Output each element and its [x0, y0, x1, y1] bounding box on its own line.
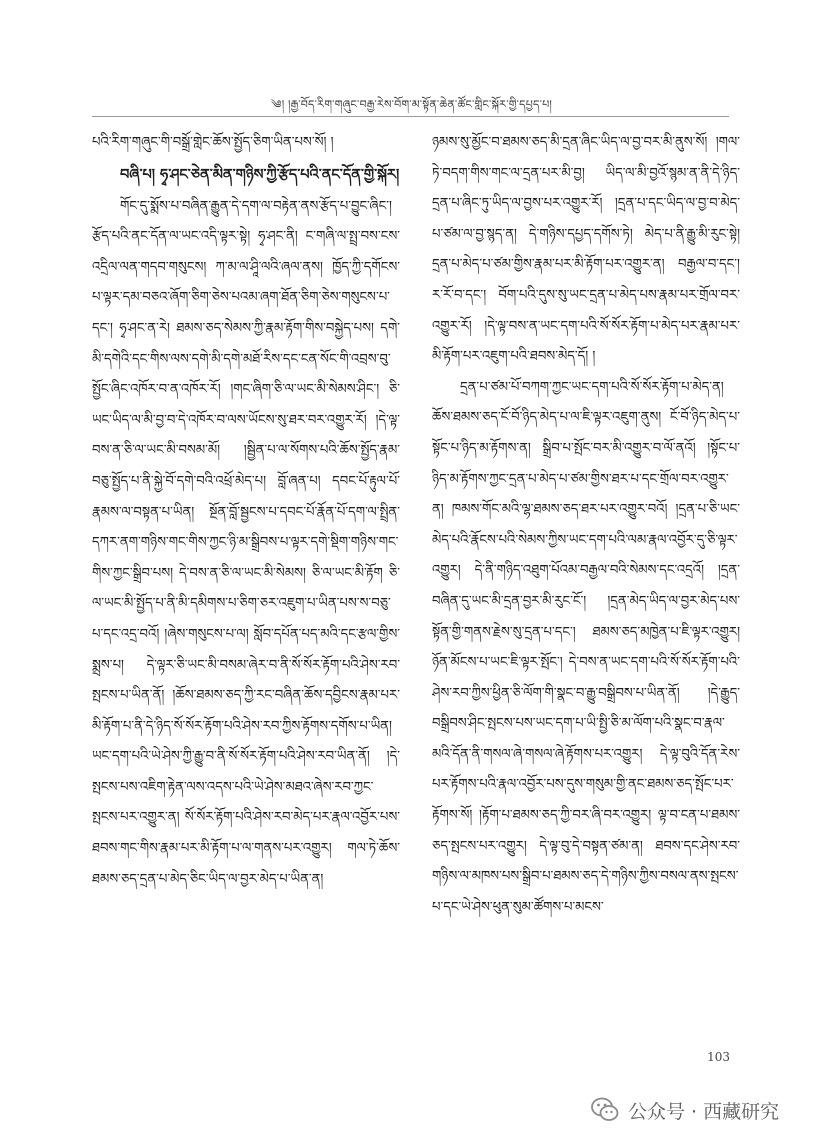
lead-line: པའི་རིག་གཞུང་གི་བསྒྲོ་གླེང་ཆོས་སྤྱོད་ཅིག་ཡིན་པས་སོ། ། — [92, 135, 334, 150]
body-paragraph-2: དྲན་པ་ཙམ་པོ་བཀག་ཀྱང་ཡང་དག་པའི་སོ་སོར་རྟོག་པ་མེད་ན། ཆོས་ཐམས་ཅད་ངོ་བོ་ཉིད་མེད་པ་ལ་ཇི་ལྟར་འཇུག་ནུས། ངོ་བོ་ཉིད་མེད་པ་སྟོང་པ་ཉིད་མ་རྟོགས་ན། སྒྲིབ་པ་སྤོང་བར་མི་འགྱུར་བ་ལོ་ནའོ། །སྟོང་པ་ཉིད་མ་རྟོགས་ཀྱང་དྲན་པ་མེད་པ་ཙམ་གྱིས་ཐར་པ་དང་གྲོལ་བར་འགྱུར་ན། ཁམས་གོང་མའི་ལྷ་ཐམས་ཅད་ཐར་པར་འགྱུར་བའོ། །དྲན་པ་ཅི་ཡང་མེད་པའི་རྣོངས་པའི་སེམས་ཀྱིས་ཡང་དག་པའི་ལམ་རྣལ་འབྱོར་དུ་ཅི་ལྟར་འགྱུར། དེ་ནི་གཉིད་འཐུག་པོའམ་བརྒྱལ་བའི་སེམས་དང་འདྲའོ། །དྲན་བཞིན་དུ་ཡང་མི་དྲན་བྱར་མི་རུང་ངོ་། །དྲན་མེད་ཡིད་ལ་བྱར་མེད་པས་སྟོན་གྱི་གནས་རྗེས་སུ་དྲན་པ་དང་། ཐམས་ཅད་མཁྱེན་པ་ཇི་ལྟར་འགྱུར། ཉོན་མོངས་པ་ཡང་ཇི་ལྟར་སྤོང་། དེ་བས་ན་ཡང་དག་པའི་སོ་སོར་རྟོག་པའི་ཤེས་རབ་ཀྱིས་ཕྱིན་ཅི་ལོག་གི་སྣང་བ་རྒྱུ་བསྒྲིབས་པ་ཡིན་ནོ། །དེ་རྒྱུད་བསྒྲིབས་ཤིང་སྤངས་པས་ཡང་དག་པ་ཡི་སྤྱི་ཅི་མ་ལོག་པའི་སྣང་བ་རྣལ་མའི་དོན་ནི་གསལ་ཞེ་གསལ་ཞེ་རྟོགས་པར་འགྱུར། དེ་ལྟ་བུའི་དོན་རེས་པར་རྟོགས་པའི་རྣལ་འབྱོར་པས་དུས་གསུམ་གྱི་ནང་ཐམས་ཅད་སྤོང་པར་རྟོགས་སོ། །རྟོག་པ་ཐམས་ཅད་ཀྱི་བར་ཞི་བར་འགྱུར། ལྟ་བ་ངན་པ་ཐམས་ཅད་སྤངས་པར་འགྱུར། དེ་ལྟ་བུ་དེ་བསྟན་ཙམ་ན། ཐབས་དང་ཤེས་རབ་གཉིས་ལ་མཁས་པས་སྒྲིབ་པ་ཐམས་ཅད་དེ་གཉིས་ཀྱིས་བསལ་ནས་སྤངས་པ་དང་ཡེ་ཤེས་ཕུན་སུམ་ཚོགས་པ་མངས་ — [432, 379, 740, 915]
body-paragraph: གོང་དུ་སྨོས་པ་བཞིན་རྒྱུན་དེ་དག་ལ་བརྟེན་ནས་རྩོད་པ་བྱུང་ཞིང་། རྩོད་པའི་ནང་དོན་ལ་ཡང་འདི་ལྟར་སྟེ། ཧྭ་ཤང་ནི། ང་གཞི་ལ་སྤྲ་བས་ངས་འདྲིལ་ལན་གདབ་གསུངས། ཀ་མ་ལ་ཤཱི་ལའི་ཞལ་ནས། ཁྱོད་ཀྱི་དགོངས་པ་ལྟར་དམ་བཅའ་ཞོག་ཅིག་ཅེས་པའམ་ཞག་ཐོན་ཅིག་ཅེས་གསུངས་པ་དང་། ཧྭ་ཤང་ན་རེ། ཐམས་ཅད་སེམས་ཀྱི་རྣམ་རྟོག་གིས་བསྐྱེད་པས། དགེ་མི་དགེའི་དང་གིས་ལས་དགེ་མི་དགེ་མཐོ་རིས་དང་ངན་སོང་གི་འབྲས་བུ་སྤྱོང་ཞིང་འཁོར་བ་ན་འཁོར་རོ། །གང་ཞིག་ཅི་ལ་ཡང་མི་སེམས་ཤིང་། ཅི་ཡང་ཡིད་ལ་མི་བྱ་བ་དེ་འཁོར་བ་ལས་ཡོངས་སུ་ཐར་བར་འགྱུར་རོ། །དེ་ལྟ་བས་ན་ཅི་ལ་ཡང་མི་བསམ་མོ། །སྦྱིན་པ་ལ་སོགས་པའི་ཆོས་སྤྱོད་རྣམ་བཅུ་སྤྱོད་པ་ནི་སྐྱེ་བོ་དགེ་བའི་འཕྲོ་མེད་པ། བློ་ཞན་པ། དབང་པོ་རྟུལ་པོ་རྣམས་ལ་བསྟན་པ་ཡིན། སྔོན་བློ་སྦྱངས་པ་དབང་པོ་རྣོན་པོ་དག་ལ་སྤྲིན་དཀར་ནག་གཉིས་གང་གིས་ཀྱང་ཉི་མ་སྒྲིབས་པ་ལྟར་དགེ་སྡིག་གཉིས་གང་གིས་ཀྱང་སྒྲིབ་པས། དེ་བས་ན་ཅི་ལ་ཡང་མི་སེམས། ཅི་ལ་ཡང་མི་རྟོག ཅི་ལ་ཡང་མི་སྤྱོད་པ་ནི་མི་དམིགས་པ་ཅིག་ཅར་འཇུག་པ་ཡིན་པས་ས་བཅུ་པ་དང་འདྲ་བའོ། །ཞེས་གསུངས་པ་ལ། སློབ་དཔོན་པད་མའི་དང་རྩལ་གྱིས་སྨྲས་པ། དེ་ལྟར་ཅི་ཡང་མི་བསམ་ཞེར་བ་ནི་སོ་སོར་རྟོག་པའི་ཤེས་རབ་སྤངས་པ་ཡིན་ནོ། །ཆོས་ཐམས་ཅད་ཀྱི་རང་བཞིན་ཆོས་དབྱིངས་རྣམ་པར་མི་རྟོག་པ་ནི་དེ་ཉིད་སོ་སོར་རྟོག་པའི་ཤེས་རབ་ཀྱིས་རྟོགས་དགོས་པ་ཡིན། ཡང་དག་པའི་ཡེ་ཤེས་ཀྱི་རྒྱུ་བ་ནི་སོ་སོར་རྟོག་པའི་ཤེས་རབ་ཡིན་ནོ། །དེ་སྤངས་པས་འཇིག་རྟེན་ལས་འདས་པའི་ཡེ་ཤེས་མཐའ་ཞེས་རབ་ཀྱང་སྤངས་པར་འགྱུར་ན། སོ་སོར་རྟོག་པའི་ཤེས་རབ་མེད་པར་རྣལ་འབྱོར་པས་ཐབས་གང་གིས་རྣམ་པར་མི་རྟོག་པ་ལ་གནས་པར་འགྱུར། གལ་ཏེ་ཆོས་ཐམས་ཅད་དྲན་པ་མེད་ཅིང་ཡིད་ལ་བྱར་མེད་པ་ཡིན་ན། — [92, 198, 400, 887]
running-head: ༄། །རྒྱ་བོད་རིག་གཞུང་བརྒྱ་རེས་བོག་མ་སྟོན་ཆེན་ཚོང་གླིང་སྐོར་གྱི་དཔྱད་པ། — [271, 98, 552, 111]
body-paragraph-continued: ཉམས་སུ་མྱོང་བ་ཐམས་ཅད་མི་དྲན་ཞིང་ཡིད་ལ་བྱ་བར་མི་ནུས་སོ། །གལ་ཏེ་བདག་གིས་གང་ལ་དྲན་པར་མི་བྱ། ཡིད་ལ་མི་བྱའོ་སྙམ་ན་ནི་དེ་ཉིད་དྲན་པ་ཞིང་ཏུ་ཡིད་ལ་བྱས་པར་འགྱུར་རོ། །དྲན་པ་དང་ཡིད་ལ་བྱ་བ་མེད་པ་ཙམ་ལ་བྱ་སྙད་ན། དེ་གཉིས་དཔྱད་དགོས་ཏེ། མེད་པ་ནི་རྒྱུ་མི་རུང་སྟེ། དྲན་པ་མེད་པ་ཙམ་གྱིས་རྣམ་པར་མི་རྟོག་པར་འགྱུར་ན། བརྒྱལ་བ་དང་། ར་རོ་བ་དང་། བོག་པའི་དུས་སུ་ཡང་དྲན་པ་མེད་པས་རྣམ་པར་གྲོལ་བར་འགྱུར་རོ། །དེ་ལྟ་བས་ན་ཡང་དག་པའི་སོ་སོར་རྟོག་པ་མེད་པར་རྣམ་པར་མི་རྟོག་པར་འཇུག་པའི་ཐབས་མེད་དོ། ། — [432, 135, 740, 365]
wechat-icon — [590, 1095, 620, 1125]
left-column — [92, 128, 400, 1008]
header-rule — [92, 116, 729, 117]
right-column — [432, 128, 740, 1008]
page-number: 103 — [707, 1050, 730, 1064]
watermark — [590, 1095, 779, 1125]
section-heading: བཞི་པ། ཧྭ་ཤང་ཅེན་མིན་གཉིས་ཀྱི་རྩོད་པའི་ནང་དོན་གྱི་སྐོར། — [120, 166, 400, 183]
watermark-label: 公众号 · 西藏研究 — [628, 1100, 780, 1123]
